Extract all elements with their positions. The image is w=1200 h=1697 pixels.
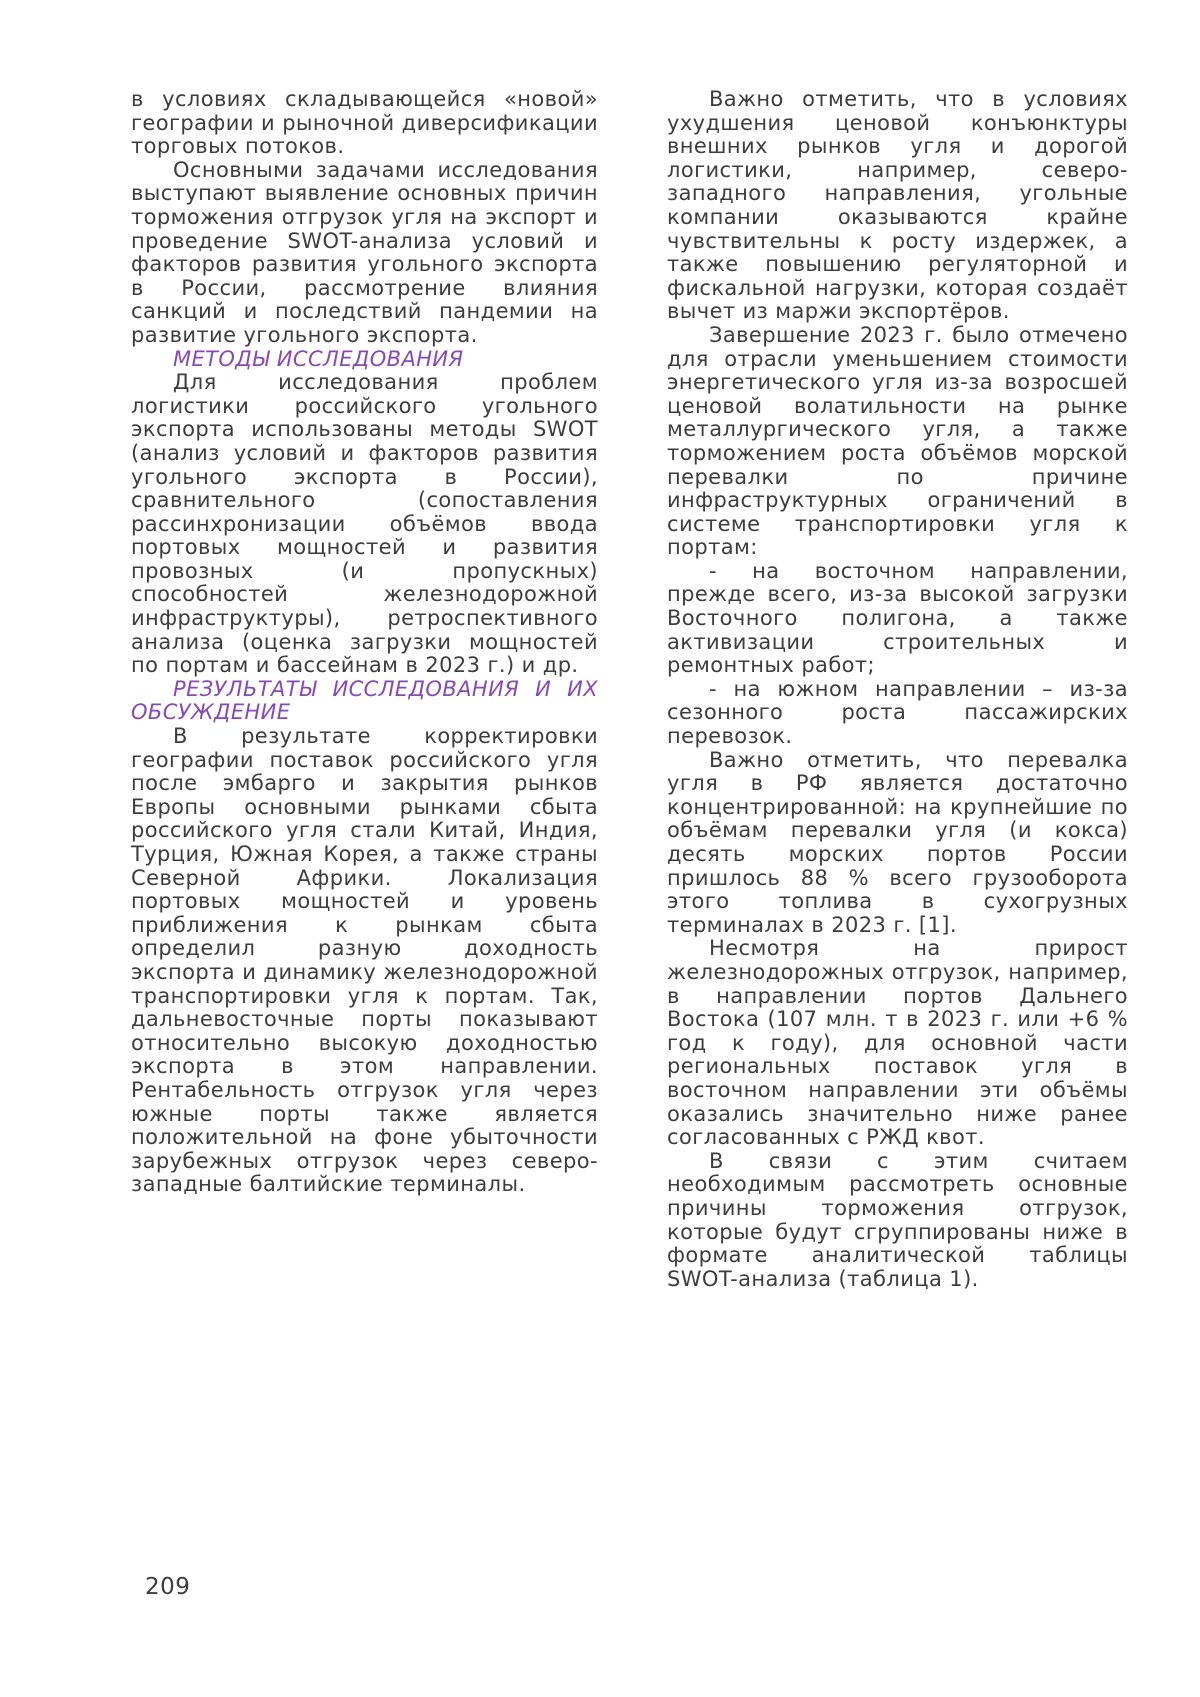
right-column — [667, 88, 1128, 1291]
paragraph: Важно отметить, что перевалка угля в РФ является достаточно концентрированной: на крупнейшие по объёмам перевалки угля (и кокса) десять морских портов России пришлось 88 % всего грузооборота этого топлива в сухогрузных терминалах в 2023 г. [1]. — [667, 747, 1128, 937]
section-heading-results: РЕЗУЛЬТАТЫ ИССЛЕДОВАНИЯ И ИХ ОБСУЖДЕНИЕ — [131, 676, 598, 725]
paragraph: Основными задачами исследования выступают выявление основных причин торможения отгрузок угля на экспорт и проведение SWOT-анализа условий и факторов развития угольного экспорта в России, рассмотрение влияния санкций и последствий пандемии на развитие угольного экспорта. — [131, 157, 598, 347]
paragraph: Несмотря на прирост железнодорожных отгрузок, например, в направлении портов Дальнего Востока (107 млн. т в 2023 г. или +6 % год к году), для основной части региональных поставок угля в восточном направлении эти объёмы оказались значительно ниже ранее согласованных с РЖД квот. — [667, 936, 1128, 1150]
list-item-southern-direction: - на южном направлении – из-за сезонного роста пассажирских перевозок. — [667, 676, 1128, 749]
paragraph: В результате корректировки географии поставок российского угля после эмбарго и закрытия рынков Европы основными рынками сбыта российского угля стали Китай, Индия, Турция, Южная Корея, а также страны Северной Африки. Локализация портовых мощностей и уровень приближения к рынкам сбыта определил разную доходность экспорта и динамику железнодорожной транспортировки угля к портам. Так, дальневосточные порты показывают относительно высокую доходностью экспорта в этом направлении. Рентабельность отгрузок угля через южные порты также является положительной на фоне убыточности зарубежных отгрузок через северо-западные балтийские терминалы. — [131, 724, 598, 1197]
paragraph: Завершение 2023 г. было отмечено для отрасли уменьшением стоимости энергетического угля из-за возросшей ценовой волатильности на рынке металлургического угля, а также торможением роста объёмов морской перевалки по причине инфраструктурных ограничений в системе транспортировки угля к портам: — [667, 322, 1128, 560]
paragraph: Важно отметить, что в условиях ухудшения ценовой конъюнктуры внешних рынков угля и дорогой логистики, например, северо-западного направления, угольные компании оказываются крайне чувствительны к росту издержек, а также повышению регуляторной и фискальной нагрузки, которая создаёт вычет из маржи экспортёров. — [667, 87, 1128, 324]
page-number: 209 — [145, 1574, 191, 1600]
paragraph: в условиях складывающейся «новой» географии и рыночной диверсификации торговых потоков. — [131, 87, 598, 159]
paragraph: В связи с этим считаем необходимым рассмотреть основные причины торможения отгрузок, которые будут сгруппированы ниже в формате аналитической таблицы SWOT-анализа (таблица 1). — [667, 1148, 1128, 1291]
left-column — [131, 88, 598, 1197]
list-item-eastern-direction: - на восточном направлении, прежде всего, из-за высокой загрузки Восточного полигона, а также активизации строительных и ремонтных работ; — [667, 558, 1128, 678]
paragraph: Для исследования проблем логистики российского угольного экспорта использованы методы SWOT (анализ условий и факторов развития угольного экспорта в России), сравнительного (сопоставления рассинхронизации объёмов ввода портовых мощностей и развития провозных (и пропускных) способностей железнодорожной инфраструктуры), ретроспективного анализа (оценка загрузки мощностей по портам и бассейнам в 2023 г.) и др. — [131, 370, 598, 678]
section-heading-methods: МЕТОДЫ ИССЛЕДОВАНИЯ — [173, 346, 464, 371]
